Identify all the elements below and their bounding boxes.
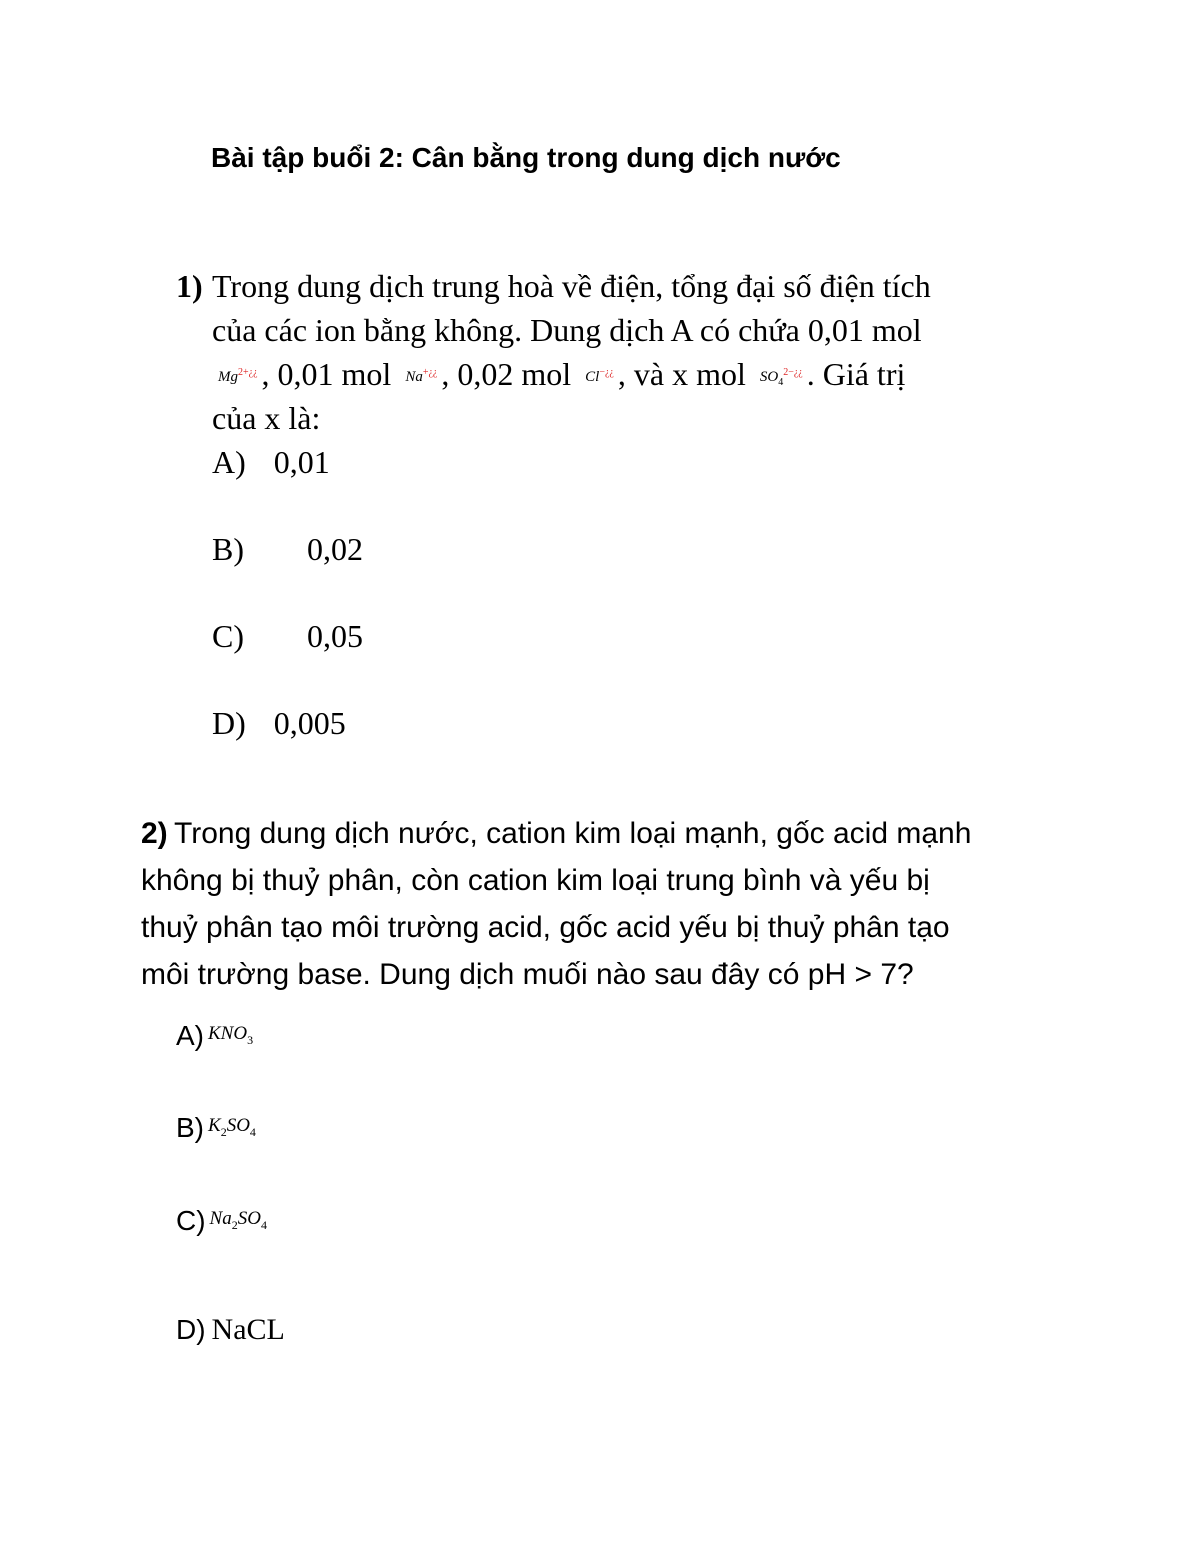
q2-option-a[interactable]: A) $KNO_3$ [176, 1020, 254, 1051]
question-2-line-1: Trong dung dịch nước, cation kim loại mạnh, gốc acid mạnh [174, 817, 972, 850]
q1-option-d[interactable]: D) 0,005 [212, 705, 346, 741]
formula-nacl: NaCL [211, 1313, 285, 1346]
ion-so4: $SO_4^{2-¿¿}$ [759, 367, 803, 388]
ion-na: Na+¿¿ [405, 367, 438, 385]
q2-option-c[interactable]: C) $Na_2SO_4$ [176, 1205, 267, 1236]
question-1-line-3: $Mg^{2+¿¿}$ , 0,01 mol Na+¿¿ , 0,02 mol Cl−¿¿ , và x mol $SO_4^{2-¿¿}$ . Giá trị [218, 356, 906, 392]
ion-cl: Cl−¿¿ [585, 367, 614, 385]
formula-kno3: $KNO_3$ [208, 1023, 254, 1047]
q2-option-b[interactable]: B) $K_2SO_4$ [176, 1112, 256, 1143]
q1-option-b[interactable]: B) 0,02 [212, 531, 363, 567]
q2-option-d[interactable]: D) NaCL [176, 1313, 285, 1346]
formula-k2so4: $K_2SO_4$ [208, 1115, 256, 1139]
q1-option-c[interactable]: C) 0,05 [212, 618, 363, 654]
formula-na2so4: $Na_2SO_4$ [209, 1208, 267, 1232]
question-2-number: 2) [141, 817, 168, 850]
question-2-line-3: thuỷ phân tạo môi trường acid, gốc acid yếu bị thuỷ phân tạo [141, 911, 950, 944]
page-title: Bài tập buổi 2: Cân bằng trong dung dịch nước [211, 142, 841, 173]
question-2-line-4: môi trường base. Dung dịch muối nào sau đây có pH > 7? [141, 958, 914, 991]
question-1-line-1: Trong dung dịch trung hoà về điện, tổng đại số điện tích [212, 268, 931, 304]
question-2-line-2: không bị thuỷ phân, còn cation kim loại trung bình và yếu bị [141, 864, 930, 897]
question-1-number: 1) [176, 268, 203, 304]
q1-option-a[interactable]: A) 0,01 [212, 444, 330, 480]
question-1-line-2: của các ion bằng không. Dung dịch A có chứa 0,01 mol [212, 312, 922, 348]
ion-mg: $Mg^{2+¿¿}$ [218, 367, 258, 385]
question-1-line-4: của x là: [212, 400, 321, 436]
